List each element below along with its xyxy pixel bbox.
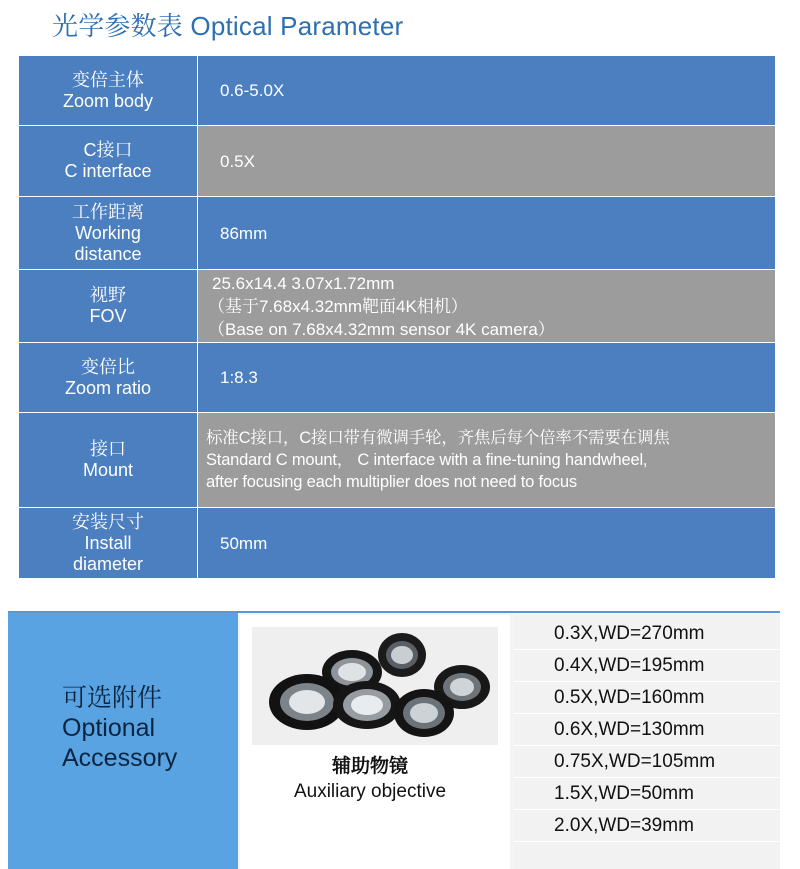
optical-parameter-table [18, 55, 776, 579]
value-line: （基于7.68x4.32mm靶面4K相机） [208, 296, 468, 316]
list-item [514, 746, 780, 778]
table-row [19, 197, 776, 270]
auxiliary-objective-photo [252, 627, 498, 745]
caption-en: Auxiliary objective [293, 781, 447, 802]
row-label [19, 508, 198, 579]
label-en: Zoom body [62, 90, 154, 111]
list-item-text: 2.0X,WD=39mm [554, 815, 694, 836]
label-zh: 接口 [90, 439, 126, 459]
list-item-text: 0.6X,WD=130mm [554, 719, 705, 740]
label-zh: C接口 [83, 140, 133, 160]
accessory-label-zh: 可选附件 [62, 684, 163, 712]
list-item-text: 0.4X,WD=195mm [554, 655, 705, 676]
list-item [514, 682, 780, 714]
value-line: 50mm [220, 533, 268, 553]
table-row [19, 126, 776, 197]
accessory-label [62, 683, 177, 773]
label-en: Install diameter [72, 532, 144, 574]
list-item-text: 1.5X,WD=50mm [554, 783, 694, 804]
list-item [514, 714, 780, 746]
row-value [198, 270, 776, 343]
value-line: Standard C mount， C interface with a fine-tuning handwheel, [206, 451, 648, 469]
row-label [19, 343, 198, 413]
list-item [514, 810, 780, 842]
table-row [19, 270, 776, 343]
row-value [198, 508, 776, 579]
caption-zh: 辅助物镜 [331, 756, 408, 777]
accessory-label-en-1: Optional [62, 714, 156, 742]
value-line: 0.5X [220, 151, 255, 171]
row-value [198, 126, 776, 197]
list-item [514, 618, 780, 650]
optional-accessory-section [8, 611, 780, 869]
label-zh: 变倍主体 [72, 69, 144, 90]
accessory-list [514, 615, 780, 869]
accessory-image-cell [240, 615, 510, 869]
value-line: 0.6-5.0X [220, 81, 285, 100]
page-title: 光学参数表 Optical Parameter [52, 11, 404, 41]
list-item [514, 778, 780, 810]
value-line: 86mm [220, 223, 268, 243]
label-zh: 安装尺寸 [72, 511, 144, 532]
label-zh: 工作距离 [72, 201, 144, 222]
label-en: Working distance [74, 222, 142, 264]
table-row [19, 413, 776, 508]
label-en: C interface [64, 161, 152, 181]
label-en: FOV [89, 306, 127, 326]
value-line: after focusing each multiplier does not need to focus [206, 473, 577, 491]
row-label [19, 126, 198, 197]
table-row [19, 56, 776, 126]
row-value [198, 413, 776, 508]
list-item [514, 650, 780, 682]
row-value [198, 197, 776, 270]
label-zh: 变倍比 [81, 356, 135, 377]
value-line: （Base on 7.68x4.32mm sensor 4K camera） [208, 319, 555, 339]
table-row [19, 508, 776, 579]
list-item-text: 0.75X,WD=105mm [554, 751, 716, 772]
label-zh: 视野 [90, 285, 126, 305]
accessory-label-cell [8, 613, 238, 869]
accessory-label-en-2: Accessory [62, 744, 178, 772]
row-value [198, 56, 776, 126]
row-value [198, 343, 776, 413]
list-item-text: 0.5X,WD=160mm [554, 687, 705, 708]
value-line: 1:8.3 [220, 368, 258, 387]
row-label [19, 56, 198, 126]
value-line: 25.6x14.4 3.07x1.72mm [212, 273, 395, 293]
label-en: Zoom ratio [64, 377, 152, 398]
row-label [19, 270, 198, 343]
value-line: 标准C接口，C接口带有微调手轮，齐焦后每个倍率不需要在调焦 [206, 429, 670, 447]
row-label [19, 413, 198, 508]
table-row [19, 343, 776, 413]
label-en: Mount [82, 460, 134, 480]
list-item-text: 0.3X,WD=270mm [554, 623, 705, 644]
row-label [19, 197, 198, 270]
